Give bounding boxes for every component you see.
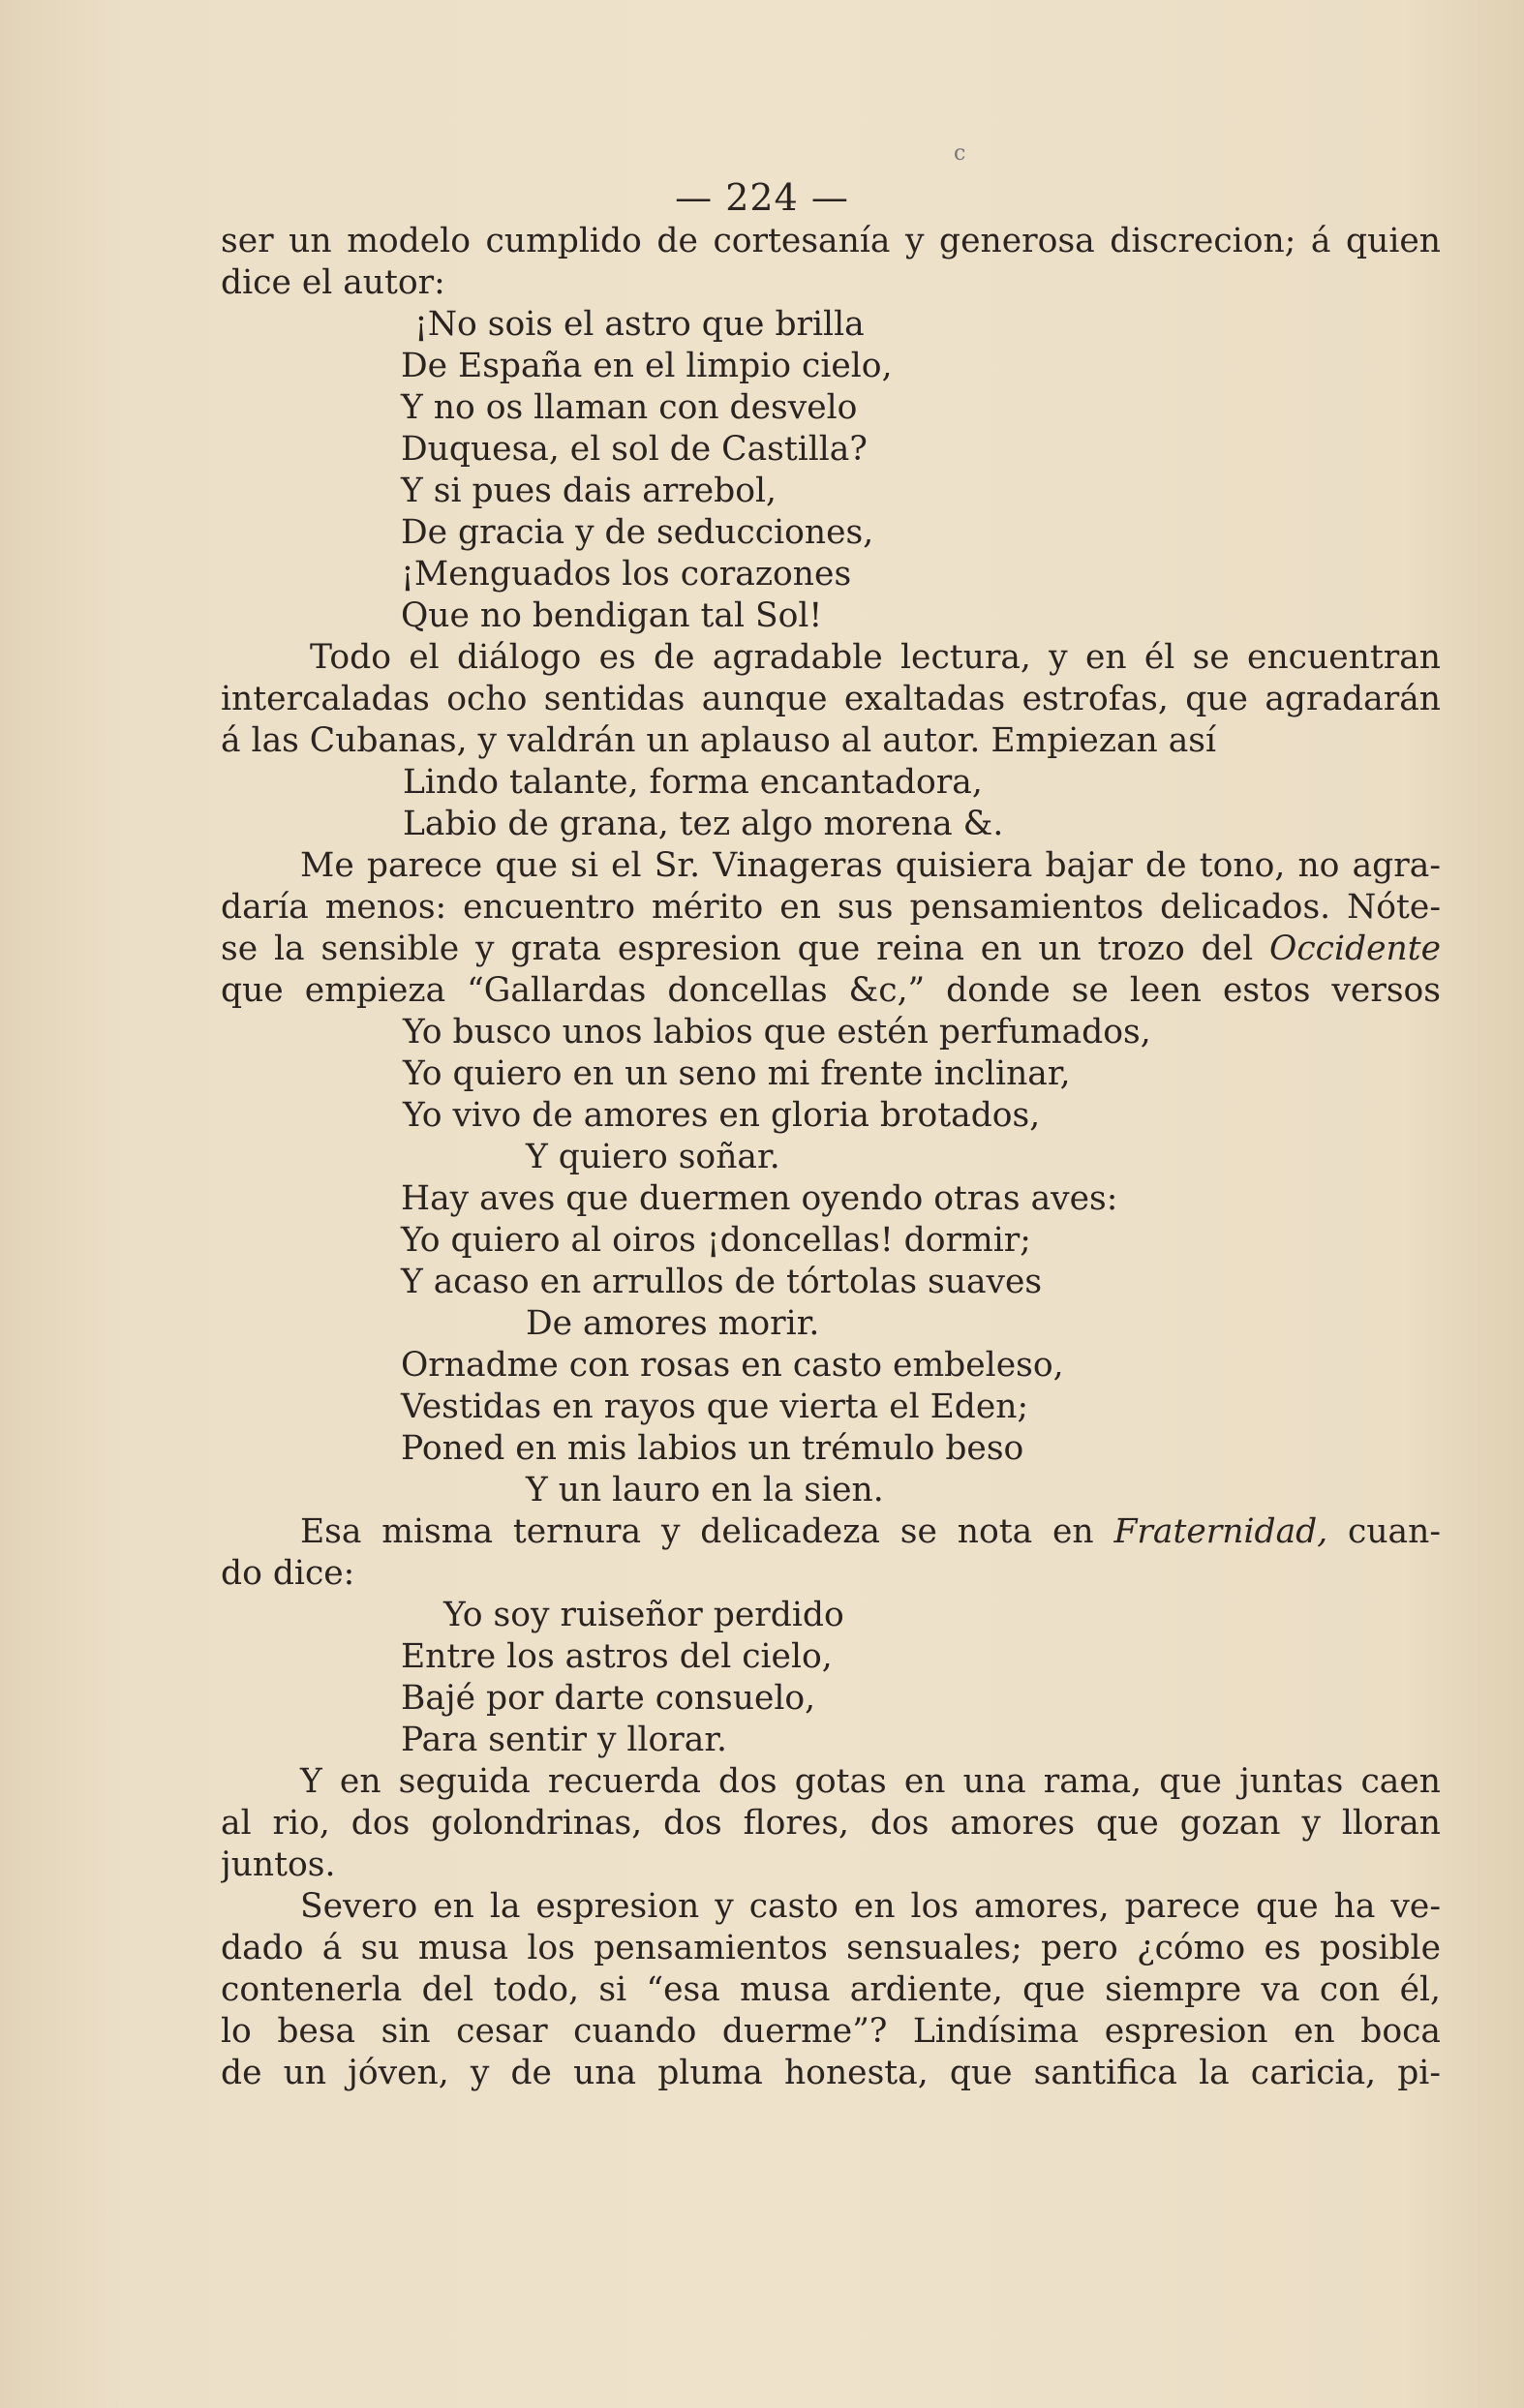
text-line: Que no bendigan tal Sol! — [401, 596, 823, 635]
text-line: daría menos: encuentro mérito en sus pensamientos delicados. Nóte- — [221, 888, 1441, 927]
italic-title: Occidente — [1269, 930, 1441, 968]
text-line: Severo en la espresion y casto en los amores, parece que ha ve- — [300, 1887, 1441, 1926]
text-line: Yo busco unos labios que estén perfumados, — [403, 1013, 1151, 1052]
text-line: Y en seguida recuerda dos gotas en una rama, que juntas caen — [300, 1762, 1441, 1801]
text-line: Yo quiero en un seno mi frente inclinar, — [403, 1054, 1071, 1093]
page-number: — 224 — — [675, 176, 849, 219]
text-line: Me parece que si el Sr. Vinageras quisiera bajar de tono, no agra- — [300, 846, 1441, 885]
text-line: juntos. — [221, 1845, 336, 1884]
text-line: Esa misma ternura y delicadeza se nota en Fraternidad, cuan- — [300, 1512, 1441, 1551]
text-line: Para sentir y llorar. — [401, 1721, 727, 1759]
text-line: Y quiero soñar. — [526, 1138, 780, 1176]
text-line: Y no os llaman con desvelo — [401, 388, 858, 427]
text-line: Hay aves que duermen oyendo otras aves: — [401, 1179, 1118, 1218]
text-line: á las Cubanas, y valdrán un aplauso al autor. Empiezan así — [221, 721, 1217, 760]
text-line: Yo soy ruiseñor perdido — [443, 1596, 844, 1634]
text-line: que empieza “Gallardas doncellas &c,” donde se leen estos versos — [221, 971, 1441, 1010]
text-line: se la sensible y grata espresion que reina en un trozo del Occidente — [221, 930, 1441, 968]
text-line: lo besa sin cesar cuando duerme”? Lindísima espresion en boca — [221, 2012, 1441, 2051]
text-line: Entre los astros del cielo, — [401, 1637, 833, 1676]
text-line: contenerla del todo, si “esa musa ardiente, que siempre va con él, — [221, 1970, 1441, 2009]
text-line: Y un lauro en la sien. — [526, 1471, 884, 1509]
text-line: Y si pues dais arrebol, — [401, 472, 777, 510]
text-line: Todo el diálogo es de agradable lectura, y en él se encuentran — [310, 638, 1441, 677]
text-line: intercaladas ocho sentidas aunque exaltadas estrofas, que agradarán — [221, 680, 1441, 718]
text-line: De España en el limpio cielo, — [401, 347, 893, 385]
text-line: De amores morir. — [526, 1304, 820, 1343]
text-line: Y acaso en arrullos de tórtolas suaves — [401, 1263, 1043, 1301]
corner-mark: c — [954, 141, 966, 166]
text-line: Yo vivo de amores en gloria brotados, — [403, 1096, 1041, 1135]
page-body-text — [221, 221, 1441, 2094]
italic-title: Fraternidad, — [1113, 1512, 1328, 1551]
text-line: Lindo talante, forma encantadora, — [403, 763, 983, 802]
text-line: dice el autor: — [221, 263, 445, 302]
text-line: ser un modelo cumplido de cortesanía y generosa discrecion; á quien — [221, 222, 1441, 260]
text-line: Ornadme con rosas en casto embeleso, — [401, 1346, 1064, 1385]
text-line: Duquesa, el sol de Castilla? — [401, 430, 868, 469]
text-line: De gracia y de seducciones, — [401, 513, 874, 552]
text-line: Poned en mis labios un trémulo beso — [401, 1429, 1024, 1468]
text-line: al rio, dos golondrinas, dos flores, dos amores que gozan y lloran — [221, 1804, 1441, 1843]
text-line: de un jóven, y de una pluma honesta, que santifica la caricia, pi- — [221, 2054, 1441, 2092]
text-line: Yo quiero al oiros ¡doncellas! dormir; — [401, 1221, 1031, 1260]
text-line: Vestidas en rayos que vierta el Eden; — [401, 1387, 1029, 1426]
text-line: do dice: — [221, 1554, 355, 1593]
text-line: ¡Menguados los corazones — [401, 555, 852, 594]
text-line: dado á su musa los pensamientos sensuales; pero ¿cómo es posible — [221, 1929, 1441, 1967]
text-line: ¡No sois el astro que brilla — [414, 305, 865, 344]
text-line: Labio de grana, tez algo morena &. — [403, 805, 1004, 843]
text-line: Bajé por darte consuelo, — [401, 1679, 816, 1718]
